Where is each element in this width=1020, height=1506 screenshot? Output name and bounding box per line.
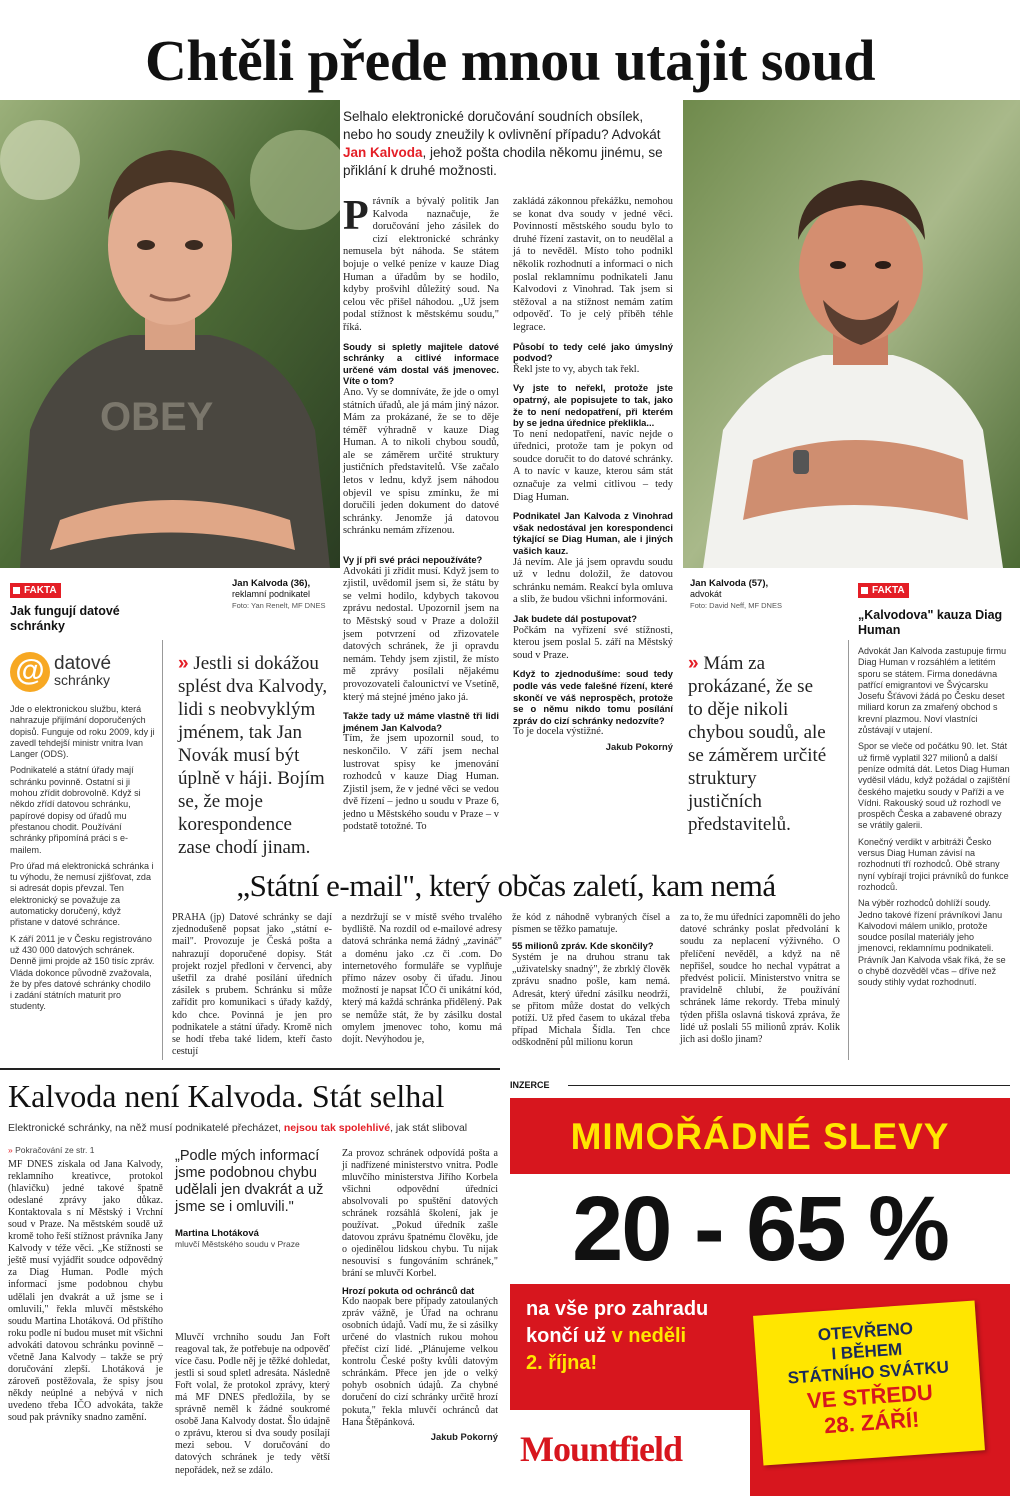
- quote-mark-icon: »: [178, 653, 189, 674]
- interview-column-1: [343, 193, 499, 538]
- question: Působí to tedy celé jako úmyslný podvod?: [513, 340, 673, 364]
- pull-quote-text: Jestli si dokážou splést dva Kalvody, lidi s neobvyklým jménem, tak Jan Novák musí být úplně v háji. Bojím se, že moje korespondence zase chodí jinam.: [178, 653, 328, 858]
- answer: Řekl jste to vy, abych tak řekl.: [513, 363, 640, 375]
- fakta-paragraph: Konečný verdikt v arbitráži Česko versus Diag Human závisí na rozhodnutí tří rozhodců. Obě strany nyní vybírají trojici právníků do funkce rozhodců.: [858, 836, 1009, 892]
- bottom-article-col-3: [342, 1148, 498, 1443]
- pull-quote-right: [688, 652, 830, 836]
- interview-column-2: [343, 554, 499, 834]
- subheading: Hrozí pokuta od ochránců dat: [342, 1284, 475, 1296]
- fakta-title: „Kalvodova" kauza Diag Human: [858, 608, 1003, 637]
- left-photo-caption: [232, 578, 337, 611]
- quote-text: „Podle mých informací jsme podobnou chybu udělali jen dvakrát a už jsme se i omluvili.": [175, 1148, 324, 1215]
- logo-text-1: datové: [54, 653, 112, 674]
- continuation-note: [8, 1145, 94, 1155]
- subheading-text: Elektronické schránky, na něž musí podnikatelé přecházet,: [8, 1122, 284, 1134]
- answer: To je docela výstižné.: [513, 726, 604, 738]
- lead-text-1: Selhalo elektronické doručování soudních obsílek, nebo ho soudy zneužily k ovlivnění případu? Advokát: [343, 109, 661, 142]
- question: Když to zjednodušíme: soud tedy podle vás vede falešné řízení, které skončí ve váš neprospěch, protože se o němu nikdo tomu posílání zpráv do cizí schránky nedozvíte?: [513, 668, 673, 726]
- fakta-left-text: [10, 704, 155, 1013]
- page-title: Chtěli přede mnou utajit soud: [145, 28, 875, 93]
- dropcap: P: [343, 193, 369, 239]
- answer: zakládá zákonnou překážku, nemohou se konat dva soudy v jedné věci. Povinností městského soudu bylo to druhé řízení zastavit, on to neudělal a já to nevěděl. Místo toho podnikl několik rozhodnutí a informaci o nich poslal reklamnímu podnikateli Janu Kalvodovi z Vinohrad. Tak jsem si stěžoval a na stížnost nemám zatím odpověď. To je celý příběh téhle legrace.: [513, 196, 673, 333]
- answer: To není nedopatření, navíc nejde o úřednici, protože tam je pokyn od soudce doručit to do datové schránky. A to navíc v kauze, kterou sám stát označuje za velmi citlivou – tedy Diag Human.: [513, 428, 673, 503]
- ad-sticker: [753, 1300, 985, 1465]
- bottom-article-col-2: [175, 1332, 330, 1477]
- sticker-line: STÁTNÍHO SVÁTKU: [787, 1357, 950, 1388]
- question: Jak budete dál postupovat?: [513, 613, 637, 624]
- bottom-article-col-1: [8, 1159, 163, 1424]
- lead-paragraph: [343, 108, 673, 180]
- fakta-paragraph: Spor se vleče od počátku 90. let. Stát už firmě vyplatil 327 milionů a další peníze odmítá dát. Letos Diag Human vyděsil vládu, když požádal o zajištění českého majetku soudy v Paříži a ve Vídni. Rakouský soud už rozhodl ve prospěch Česka a zabavené obrazy se vrátily galerii.: [858, 741, 1011, 831]
- email-article-col-3: [512, 912, 670, 1050]
- subheading: 55 milionů zpráv. Kde skončily?: [512, 940, 654, 952]
- question: Soudy si spletly majitele datové schránky a citlivé informace určené vám dostal váš jmenovec. Víte o tom?: [343, 340, 499, 387]
- caption-name: Jan Kalvoda (36),: [232, 578, 311, 589]
- fakta-paragraph: Advokát Jan Kalvoda zastupuje firmu Diag Human v rozsáhlém a letitém sporu se státem. Firma donedávna patřící emigrantovi ve Švýcarsku Josefu Šťávovi žádá po Česku deset miliard korun za zmařený obchod s krevní plazmou. Noví vlastníci zůstávají v utajení.: [858, 646, 1007, 736]
- left-portrait-photo: [0, 100, 340, 568]
- article-paragraph: Mluvčí vrchního soudu Jan Fořt reagoval tak, že potřebuje na odpověď více času. Podle něj je těžké dohledat, jestli si soud spletl adresáta. Následně Fořt volal, že protokol zprávy, který má MF DNES předložila, by se správně neměl k žádné soukromé osobě Jana Kalvody dostat. Šlo údajně o zprávu, kterou si dva soudy posílají mezi sebou. V doručování do datových schránek je tedy větší nepořádek, než se zdálo.: [175, 1332, 330, 1476]
- sticker-line: 28. ZÁŘÍ!: [823, 1406, 921, 1439]
- caption-credit: Foto: David Neff, MF DNES: [690, 601, 782, 610]
- email-article-col-2: [342, 912, 502, 1046]
- author-signature: Jakub Pokorný: [430, 1430, 498, 1442]
- caption-name: Jan Kalvoda (57),: [690, 578, 769, 589]
- question: Vy jí při své práci nepoužíváte?: [343, 554, 483, 565]
- pull-quote-left: [178, 652, 328, 859]
- bottom-pull-quote: [175, 1148, 330, 1249]
- fakta-title: Jak fungují datové schránky: [10, 604, 120, 633]
- email-article-col-1: [172, 912, 332, 1058]
- ad-discount: 20 - 65 %: [572, 1178, 948, 1280]
- question: Takže tady už máme vlastně tři lidi jménem Jan Kalvoda?: [343, 710, 499, 733]
- ad-line-2: [526, 1325, 686, 1348]
- fakta-right-text: [858, 646, 1013, 989]
- ad-label: INZERCE: [510, 1080, 550, 1090]
- answer: Já nevím. Ale já jsem opravdu soudu už v lednu doložil, že datovou schránku nemám. Reakcí byla omluva a slib, že budou všichni informováni.: [513, 556, 673, 606]
- author-signature: Jakub Pokorný: [605, 740, 673, 752]
- fakta-right-box: [858, 580, 1013, 994]
- quote-author: Martina Lhotáková: [175, 1228, 259, 1239]
- quote-role: mluvčí Městského soudu v Praze: [175, 1239, 300, 1249]
- ad-top-rule: [568, 1085, 1010, 1086]
- fakta-paragraph: Podnikatelé a státní úřady mají schránku povinně. Ostatní si ji mohou zřídit dobrovolně. Když si někdo zřídí datovou schránku, papírové dopisy od úřadů mu přestanou chodit. Používání schránky připomíná práci s e-mailem.: [10, 765, 141, 855]
- right-portrait-photo: [683, 100, 1020, 568]
- ad-line-2a: končí už: [526, 1325, 612, 1347]
- continuation-text: Pokračování ze str. 1: [15, 1145, 95, 1155]
- sticker-line: VE STŘEDU: [806, 1379, 934, 1414]
- fakta-left-box: [10, 580, 155, 1018]
- bottom-article-headline: Kalvoda není Kalvoda. Stát selhal: [8, 1078, 445, 1114]
- article-paragraph: Za provoz schránek odpovídá pošta a jí nadřízené ministerstvo vnitra. Podle mluvčího ministerstva Jiřího Korbela všichni odpovědní úředníci absolvovali po spuštění datových schránek rozsáhlá školení, jak je používat. „Pokud úředník zašle datovou zprávu špatnému člověku, jde o ojedinělou lidskou chybu. Tu nijak nesouvisí s fungováním schránek," brání se mluvčí Korbel.: [342, 1148, 498, 1280]
- fakta-badge: FAKTA: [858, 583, 909, 598]
- right-photo-caption: [690, 578, 810, 611]
- ad-line-1: na vše pro zahradu: [526, 1298, 709, 1320]
- ad-line-2b: v neděli: [611, 1325, 687, 1347]
- interview-intro: rávník a bývalý politik Jan Kalvoda naznačuje, že doručování jeho zásilek do cizí elektronické schránky nemusela být náhoda. Se státem bojuje o velké peníze v kauze Diag Human a úřadům by se hodilo, kdyby prošvihl důležitý soud. Na celou věc přišel náhodou. „Už jsem podal stížnost k městskému soudu," říká.: [343, 196, 499, 333]
- bottom-article-subheading: [8, 1122, 500, 1135]
- answer: Tím, že jsem upozornil soud, to neskončilo. V září jsem nechal lustrovat spisy ke jmenování rozhodců v kauze Diag Human. Zjistil jsem, že v jedné věci se vedou dvě řízení – jedno u soudu v Praze 6, jedno u Městského soudu v Praze – v podstatě totožné. To: [343, 733, 499, 833]
- question: Vy jste to neřekl, protože jste opatrný, ale popisujete to tak, jako že to není nedopatření, při kterém by se jedna úřednice překlikla...: [513, 382, 673, 429]
- article-paragraph: Kdo naopak bere případy zatoulaných zpráv vážně, je Úřad na ochranu osobních údajů. Vadí mu, že si zásilky určené do vlastních rukou mohou přečíst cizí lidé. „Plánujeme velkou kontrolu České pošty kvůli datovým schránkám. Přece jen jde o velký pohyb osobních údajů. Za chybné doručení do cizí schránky určitě hrozí pokuta," řekla mluvčí ochránců dat Hana Štěpánková.: [342, 1296, 498, 1428]
- subheading-bold: nejsou tak spolehlivé: [283, 1122, 391, 1134]
- arrow-icon: »: [8, 1145, 13, 1155]
- caption-role: advokát: [690, 589, 722, 599]
- sticker-line: I BĚHEM: [830, 1339, 903, 1364]
- article-paragraph: Systém je na druhou stranu tak „uživatelsky snadný", že zbrklý člověk zprávu snadno pošle, kam nemá. Adresát, který úřední zásilku neodrží, se přitom může dostat do velkých potíží. Už před časem to ukázal třeba případ Michala Šídla. Ten chce odškodnění půl milionu korun: [512, 952, 670, 1049]
- email-article-col-4: [680, 912, 840, 1046]
- column-divider: [162, 640, 163, 1060]
- article-paragraph: za to, že mu úředníci zapomněli do jeho datové schránky poslat předvolání k soudu za neplacení výživného. O přelíčení nevěděl, a když na ně nepřišel, soudce ho nechal vypátrat a předvést policií. Ministerstvo vnitra se pravidelně chlubí, že používání schránek láme rekordy. Třeba minulý týden přišla oslavná tisková zpráva, že lidé už poslali 55 milionů zpráv. Kolik jich asi došlo jinam?: [680, 912, 840, 1046]
- article-paragraph: MF DNES získala od Jana Kalvody, reklamního kreativce, protokol (hlavičku) jedné takové špatně odeslané zprávy jako důkaz. Kontaktovala s ní Městský i Vrchní soud v Praze. Na městském soudě už kromě toho řeší stížnost právníka Jany Kalvody v téže věci. „Ke stížnosti se ještě musí vyjádřit soudce odpovědný za Diag Human. Podle mých informací jsme podobnou chybu udělali jen dvakrát a už jsme se i omluvili," řekla mluvčí městského soudu Martina Lhotáková. Od příštího roku podle ní budou muset mít všichni advokáti datovou schránku povinně – včetně Jana Kalvody – takže se prý doručování zlepší. Lhotáková je zároveň postěžovala, že spisy jsou někdy neúplné a nebývá v nich uvedeno třeba IČO advokáta, takže soud pak právníky snadno zamění.: [8, 1159, 163, 1423]
- at-sign-icon: @: [10, 652, 50, 692]
- email-article-headline: „Státní e-mail", který občas zaletí, kam nemá: [236, 868, 776, 903]
- advertisement[interactable]: [510, 1098, 1010, 1496]
- column-divider: [848, 640, 849, 1060]
- fakta-paragraph: K září 2011 je v Česku registrováno už 430 000 datových schránek. Denně jimi projde až 150 tisíc zpráv. Vláda dokonce původně zvažovala, že by přes datové schránky chodilo i zadání státních maturit pro studenty.: [10, 933, 155, 1012]
- answer: Počkám na vyřízení své stížnosti, kterou jsem poslal 5. září na Městský soud v Praze.: [513, 624, 673, 661]
- mountfield-logo: Mountfield: [520, 1429, 683, 1469]
- answer: Advokáti ji zřídit musí. Když jsem to zjistil, uvědomil jsem si, že státu by se velmi hodilo, kdybych takovou zprávu nedostal. Upozornil jsem na to Městský soud v Praze a doložil jsem potvrzení od zřizovatele datových schránek, že ji opravdu nemám. Tehdy jsem zjistil, že místo mě zprávy posílali nějakému provozovateli čalounictví ve Vsetíně, který má stejné jméno jako já.: [343, 565, 499, 703]
- caption-role: reklamní podnikatel: [232, 589, 311, 599]
- fakta-paragraph: Pro úřad má elektronická schránka i tu výhodu, že nemusí zjišťovat, zda si adresát dopis převzal. Ten elektronický se považuje za automaticky doručený, když přistane v datové schránce.: [10, 860, 154, 928]
- article-paragraph: že kód z náhodně vybraných čísel a písmen se těžko pamatuje.: [512, 912, 670, 936]
- portrait-illustration: [0, 100, 340, 568]
- question: Podnikatel Jan Kalvoda z Vinohrad však nedostával jen korespondenci týkající se Diag Human, ale i jiných vašich kauz.: [513, 510, 673, 557]
- svg-text:OBEY: OBEY: [100, 395, 214, 439]
- fakta-paragraph: Na výběr rozhodců dohlíží soudy. Jedno takové řízení právníkovi Janu Kalvodovi málem uniklo, protože soudce posílal materiály jeho jmenovci, reklamnímu podnikateli. Právník Jan Kalvoda však říká, že se o chybě dozvěděl včas – dříve než soudy stihly vydat rozhodnutí.: [858, 898, 1006, 988]
- logo-text-2: schránky: [54, 672, 111, 688]
- subheading-text: , jak stát sliboval: [390, 1122, 468, 1134]
- interview-column-3: [513, 196, 673, 754]
- caption-credit: Foto: Yan Renelt, MF DNES: [232, 601, 326, 610]
- section-divider: [0, 1068, 500, 1070]
- lead-name: Jan Kalvoda: [343, 145, 423, 160]
- ad-line-3: 2. října!: [526, 1352, 598, 1374]
- lead-text-2: , jehož pošta chodila někomu jinému, se přiklání k druhé možnosti.: [343, 145, 663, 178]
- quote-mark-icon: »: [688, 653, 699, 674]
- pull-quote-text: Mám za prokázané, že se to děje nikoli chybou soudů, ale se záměrem určité struktury justičních představitelů.: [688, 653, 827, 835]
- datove-schranky-logo: [10, 652, 155, 692]
- sticker-line: OTEVŘENO: [817, 1318, 914, 1345]
- fakta-paragraph: Jde o elektronickou službu, která nahrazuje přijímání doporučených dopisů. Funguje od roku 2009, kdy ji zavedl tehdejší ministr vnitra Ivan Langer (ODS).: [10, 704, 155, 760]
- article-paragraph: PRAHA (jp) Datové schránky se dají zjednodušeně popsat jako „státní e-mail". Provozuje je Česká pošta a nahrazují doporučené dopisy. Stát projekt rozjel předloni v červenci, aby ušetřil za drahé posílání úředních zásilek s prubem. Schránku si může zařídit pro komunikaci s úřady každý, kdo chce. Povinná je jen pro podnikatele a státní úřady. Kromě nich se hodí třeba také lidem, kteří často cestují: [172, 912, 332, 1058]
- article-paragraph: a nezdržují se v místě svého trvalého bydliště. Na rozdíl od e-mailové adresy datová schránka nemá žádný „zavináč" a doménu jako .cz či .com. Do internetového formuláře se vyplňuje přímo název osoby či úřadu. Jinou možností je napsat IČO či unikátní kód, který má každá schránka přidělený. Pak se nemůže stát, že by zásilku dostal omylem jmenovec toho, komu má dojít. Nevýhodou je,: [342, 912, 502, 1046]
- ad-title: MIMOŘÁDNÉ SLEVY: [570, 1116, 950, 1157]
- answer: Ano. Vy se domníváte, že jde o omyl státních úřadů, ale já mám jiný názor. Mám za prokázané, že se to děje téměř výhradně v kauze Diag Human. A to nikoli chybou soudů, ale se záměrem určité struktury justičních představitelů. Vše začalo letos v lednu, když jsem náhodou objevil ve spisu zmínku, že mi doručili jeden dokument do datové schránky. Jenomže já datovou schránku nemám zřízenou.: [343, 386, 499, 537]
- fakta-badge: FAKTA: [10, 583, 61, 598]
